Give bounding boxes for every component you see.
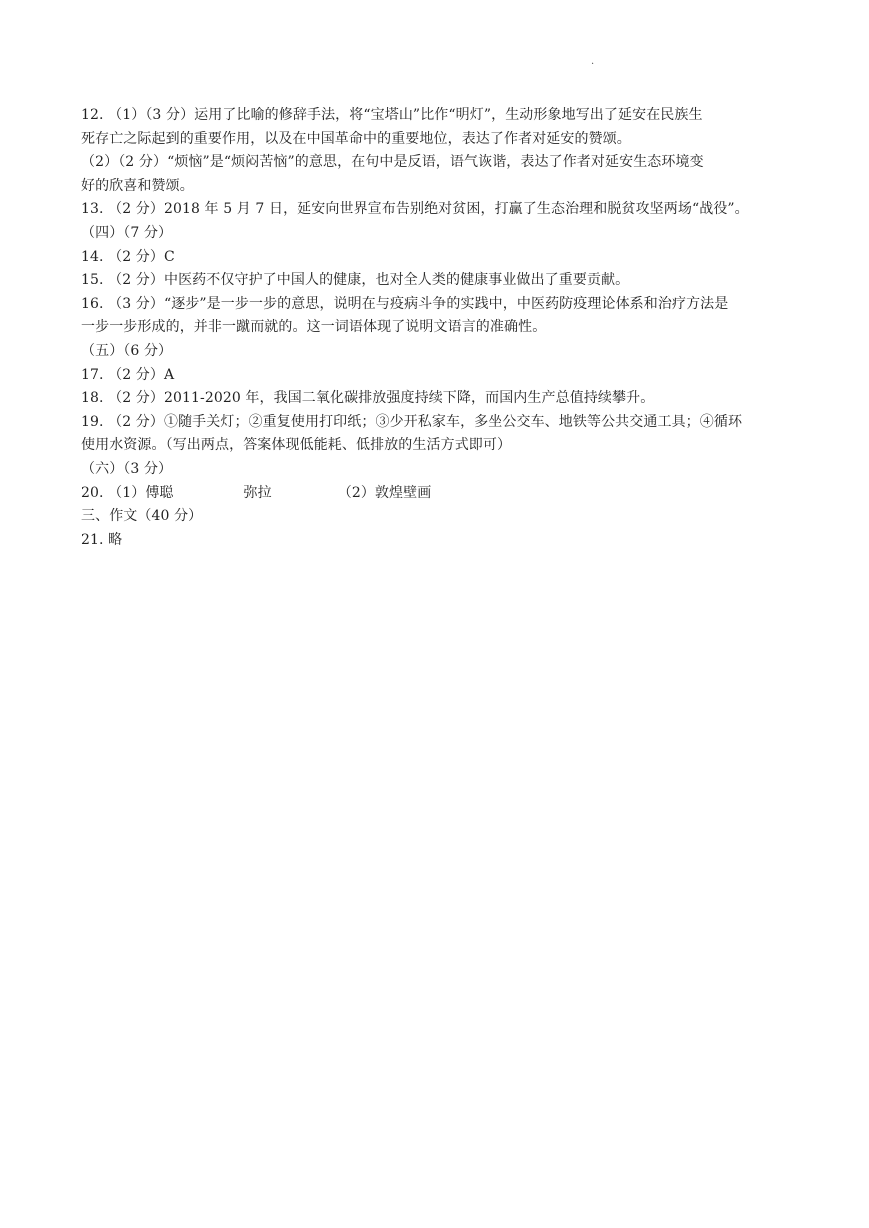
- text-line: 21. 略: [81, 531, 123, 548]
- text-line: 15. （2 分）中医药不仅守护了中国人的健康，也对全人类的健康事业做出了重要贡献。: [81, 272, 630, 289]
- text-line: 死存亡之际起到的重要作用，以及在中国革命中的重要地位，表达了作者对延安的赞颂。: [81, 130, 631, 147]
- answer-key-content: [81, 104, 793, 552]
- text-line: 12. （1）（3 分）运用了比喻的修辞手法，将“宝塔山”比作“明灯”，生动形象地写出了延安在民族生: [81, 107, 703, 123]
- section-heading: （六）（3 分）: [81, 460, 173, 477]
- section-heading: （五）（6 分）: [81, 342, 173, 359]
- text-line: 17. （2 分）A: [81, 366, 175, 383]
- question-20-answer-b: 弥拉: [243, 484, 272, 501]
- question-20-line: [81, 482, 793, 506]
- question-20-part-2: （2）敦煌壁画: [337, 484, 432, 501]
- text-line: 19. （2 分）①随手关灯；②重复使用打印纸；③少开私家车，多坐公交车、地铁等公共交通工具；④循环: [81, 413, 743, 430]
- text-line: 14. （2 分）C: [81, 248, 175, 265]
- text-line: 16. （3 分）“逐步”是一步一步的意思，说明在与疫病斗争的实践中，中医药防疫理论体系和治疗方法是: [81, 295, 729, 312]
- text-line: 一步一步形成的，并非一蹴而就的。这一词语体现了说明文语言的准确性。: [81, 319, 547, 336]
- text-line: 13. （2 分）2018 年 5 月 7 日，延安向世界宣布告别绝对贫困，打赢了生态治理和脱贫攻坚两场“战役”。: [81, 201, 749, 218]
- header-mark: .: [591, 56, 595, 67]
- section-heading: 三、作文（40 分）: [81, 508, 203, 525]
- text-line: 好的欣喜和赞颂。: [81, 177, 194, 194]
- section-heading: （四）（7 分）: [81, 224, 173, 241]
- text-line: （2）（2 分）“烦恼”是“烦闷苦恼”的意思，在句中是反语，语气诙谐，表达了作者对延安生态环境变: [81, 154, 704, 171]
- text-line: 使用水资源。（写出两点，答案体现低能耗、低排放的生活方式即可）: [81, 437, 512, 454]
- question-20-part-1: 20. （1）傅聪: [81, 484, 174, 501]
- text-line: 18. （2 分）2011-2020 年，我国二氧化碳排放强度持续下降，而国内生产总值持续攀升。: [81, 390, 655, 407]
